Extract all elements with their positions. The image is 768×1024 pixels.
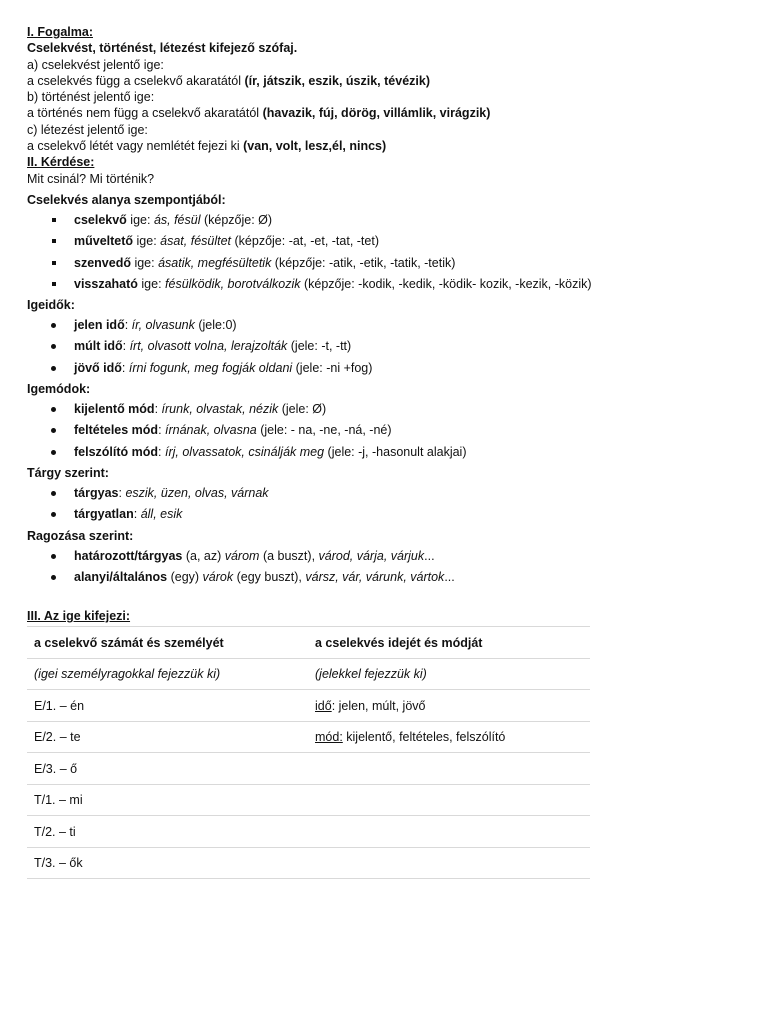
conjugation-list xyxy=(27,546,747,589)
list-item: alanyi/általános (egy) várok (egy buszt), vársz, vár, várunk, vártok... xyxy=(27,567,747,588)
event-verb-text: a történés nem függ a cselekvő akaratától (havazik, fúj, dörög, villámlik, virágzik) xyxy=(27,106,491,121)
table-row xyxy=(27,658,590,690)
moods-list xyxy=(27,399,747,463)
tenses-heading: Igeidők: xyxy=(27,298,75,313)
list-item: műveltető ige: ásat, fésültet (képzője: -at, -et, -tat, -tet) xyxy=(27,231,747,252)
list-item: cselekvő ige: ás, fésül (képzője: Ø) xyxy=(27,210,747,231)
tenses-list xyxy=(27,315,747,379)
event-verb-label: b) történést jelentő ige: xyxy=(27,90,155,105)
table-row xyxy=(27,753,590,785)
table-cell: (jelekkel fejezzük ki) xyxy=(308,658,590,690)
verb-definition: Cselekvést, történést, létezést kifejező szófaj. xyxy=(27,41,298,56)
table-cell: (igei személyragokkal fejezzük ki) xyxy=(27,658,308,690)
table-row xyxy=(27,816,590,848)
section3-heading: III. Az ige kifejezi: xyxy=(27,609,131,624)
table-cell: T/2. – ti xyxy=(27,816,308,848)
table-cell: T/1. – mi xyxy=(27,784,308,816)
table-row xyxy=(27,721,590,753)
list-item: határozott/tárgyas (a, az) várom (a buszt), várod, várja, várjuk... xyxy=(27,546,747,567)
existence-verb-text: a cselekvő létét vagy nemlétét fejezi ki (van, volt, lesz,él, nincs) xyxy=(27,139,387,154)
section2-heading: II. Kérdése: xyxy=(27,155,95,170)
moods-heading: Igemódok: xyxy=(27,382,91,397)
table-cell: E/2. – te xyxy=(27,721,308,753)
list-item: tárgyas: eszik, üzen, olvas, várnak xyxy=(27,483,747,504)
conjugation-heading: Ragozása szerint: xyxy=(27,528,134,543)
list-item: feltételes mód: írnának, olvasna (jele: - na, -ne, -ná, -né) xyxy=(27,420,747,441)
table-row xyxy=(27,690,590,722)
list-item: jelen idő: ír, olvasunk (jele:0) xyxy=(27,315,747,336)
list-item: felszólító mód: írj, olvassatok, csinálják meg (jele: -j, -hasonult alakjai) xyxy=(27,442,747,463)
action-verb-label: a) cselekvést jelentő ige: xyxy=(27,57,164,72)
section1-heading: I. Fogalma: xyxy=(27,25,93,39)
table-cell xyxy=(308,784,590,816)
table-cell: E/3. – ő xyxy=(27,753,308,785)
table-row xyxy=(27,784,590,816)
list-item: szenvedő ige: ásatik, megfésültetik (képzője: -atik, -etik, -tatik, -tetik) xyxy=(27,253,747,274)
object-list xyxy=(27,483,747,526)
table-cell xyxy=(308,816,590,848)
document-page xyxy=(27,24,747,879)
subject-list xyxy=(27,210,747,295)
existence-verb-label: c) létezést jelentő ige: xyxy=(27,122,148,137)
table-cell: T/3. – ők xyxy=(27,847,308,879)
table-header-cell: a cselekvő számát és személyét xyxy=(27,627,308,659)
list-item: múlt idő: írt, olvasott volna, lerajzolták (jele: -t, -tt) xyxy=(27,336,747,357)
list-item: kijelentő mód: írunk, olvastak, nézik (jele: Ø) xyxy=(27,399,747,420)
verb-expression-table xyxy=(27,626,590,879)
table-cell xyxy=(308,753,590,785)
list-item: tárgyatlan: áll, esik xyxy=(27,504,747,525)
list-item: visszaható ige: fésülködik, borotválkozik (képzője: -kodik, -kedik, -ködik- kozik, -kezik, -közik) xyxy=(27,274,747,295)
subject-heading: Cselekvés alanya szempontjából: xyxy=(27,192,226,207)
section2-question: Mit csinál? Mi történik? xyxy=(27,171,155,186)
table-row xyxy=(27,847,590,879)
list-item: jövő idő: írni fogunk, meg fogják oldani (jele: -ni +fog) xyxy=(27,358,747,379)
table-header-cell: a cselekvés idejét és módját xyxy=(308,627,590,659)
table-cell: mód: kijelentő, feltételes, felszólító xyxy=(308,721,590,753)
table-cell: E/1. – én xyxy=(27,690,308,722)
table-cell: idő: jelen, múlt, jövő xyxy=(308,690,590,722)
action-verb-text: a cselekvés függ a cselekvő akaratától (ír, játszik, eszik, úszik, tévézik) xyxy=(27,73,430,88)
table-cell xyxy=(308,847,590,879)
object-heading: Tárgy szerint: xyxy=(27,465,109,480)
table-header-row xyxy=(27,627,590,659)
